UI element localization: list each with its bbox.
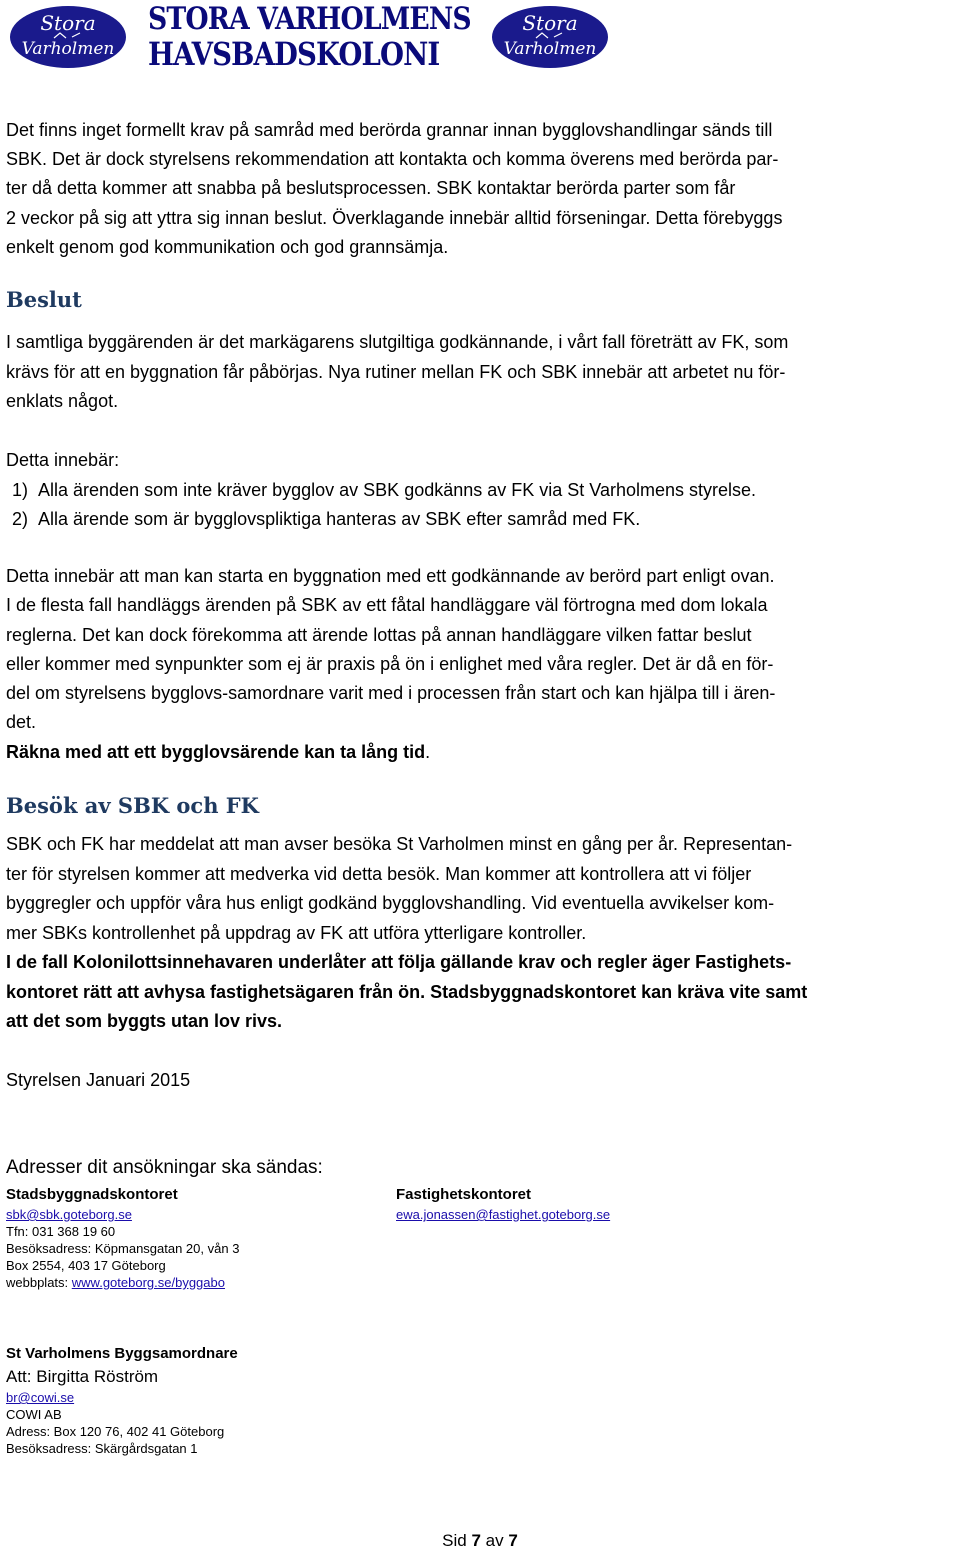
intro-line: Det finns inget formellt krav på samråd med berörda grannar innan bygglovshandlingar sänds till [6, 120, 773, 140]
list-item-number: 1) [12, 479, 29, 500]
signature: Styrelsen Januari 2015 [6, 1070, 191, 1090]
detail-line: reglerna. Det kan dock förekomma att ärende lottas på annan handläggare vilken fattar beslut [6, 624, 752, 645]
bold-note-period: . [425, 741, 431, 762]
besok-line: mer SBKs kontrollenhet på uppdrag av FK att utföra ytterligare kontroller. [6, 922, 587, 943]
besok-line: byggregler och uppför våra hus enligt godkänd bygglovshandling. Vid eventuella avvikelser kom- [6, 893, 775, 913]
intro-line: ter då detta kommer att snabba på beslutsprocessen. SBK kontaktar berörda parter som får [6, 178, 736, 199]
logo-text-line1: Stora [522, 11, 578, 35]
list-intro: Detta innebär: [6, 450, 120, 470]
logo-stora-varholmen-left [8, 4, 128, 70]
logo-text-line2: Varholmen [503, 39, 597, 59]
logo-text-line2: Varholmen [21, 39, 115, 59]
beslut-detail-paragraph [6, 562, 956, 767]
beslut-list-block [6, 446, 956, 535]
besok-paragraph [6, 830, 956, 1037]
list-item-text: Alla ärenden som inte kräver bygglov av SBK godkänns av FK via St Varholmens styrelse. [38, 479, 757, 500]
list-item-number: 2) [12, 509, 29, 529]
current-page: 7 [471, 1531, 481, 1550]
list-item [6, 505, 956, 535]
emphasis-line [6, 738, 956, 767]
besok-line: ter för styrelsen kommer att medverka vid detta besök. Man kommer att kontrollera att vi följer [6, 863, 752, 884]
detail-line: eller kommer med synpunkter som ej är praxis på ön i enlighet med våra regler. Det är då en för- [6, 653, 774, 674]
beslut-paragraph [6, 328, 956, 417]
sbk-email-link[interactable]: sbk@sbk.goteborg.se [6, 1207, 132, 1222]
byggsamordnare-contact [6, 1343, 606, 1457]
fk-email-link[interactable]: ewa.jonassen@fastighet.goteborg.se [396, 1207, 611, 1222]
website-row [6, 1274, 386, 1291]
contact-person: Att: Birgitta Röström [6, 1367, 159, 1386]
intro-line: 2 veckor på sig att yttra sig innan beslut. Överklagande innebär alltid förseningar. Detta förebyggs [6, 207, 783, 228]
org-name: St Varholmens Byggsamordnare [6, 1345, 238, 1362]
besok-warning-line: att det som byggts utan lov rivs. [6, 1011, 283, 1031]
title-line1: STORA VARHOLMENS [148, 1, 471, 37]
detail-line: del om styrelsens bygglovs-samordnare varit med i processen från start och kan hjälpa till i ären- [6, 683, 776, 704]
list-item [6, 476, 956, 506]
byggsam-email-link[interactable]: br@cowi.se [6, 1390, 75, 1405]
page-title [148, 1, 471, 73]
besok-warning-line: kontoret rätt att avhysa fastighetsägaren från ön. Stadsbyggnadskontoret kan kräva vite samt [6, 981, 808, 1002]
beslut-line: enklats något. [6, 391, 119, 411]
logo-stora-varholmen-right [490, 4, 610, 70]
website-link[interactable]: www.goteborg.se/byggabo [71, 1275, 225, 1290]
org-name: Fastighetskontoret [396, 1186, 532, 1203]
detail-line: I de flesta fall handläggs ärenden på SBK av ett fåtal handläggare väl förtrogna med dom lokala [6, 595, 768, 616]
title-line2: HAVSBADSKOLONI [148, 34, 440, 73]
postal-address: Adress: Box 120 76, 402 41 Göteborg [6, 1424, 225, 1439]
intro-line: enkelt genom god kommunikation och god grannsämja. [6, 236, 449, 257]
heading-beslut: Beslut [6, 287, 82, 312]
intro-line: SBK. Det är dock styrelsens rekommendation att kontakta och komma överens med berörda par- [6, 149, 779, 170]
beslut-list [6, 476, 956, 535]
heading-besok: Besök av SBK och FK [6, 793, 259, 818]
page-number [0, 1531, 960, 1551]
besok-warning-line: I de fall Kolonilottsinnehavaren underlåter att följa gällande krav och regler äger Fastighets- [6, 952, 792, 972]
page-prefix: Sid [442, 1531, 472, 1550]
company: COWI AB [6, 1407, 62, 1422]
postal-address: Box 2554, 403 17 Göteborg [6, 1258, 166, 1273]
detail-line: Detta innebär att man kan starta en byggnation med ett godkännande av berörd part enligt ovan. [6, 566, 775, 586]
address-sbk [6, 1184, 386, 1291]
beslut-line: I samtliga byggärenden är det markägarens slutgiltiga godkännande, i vårt fall företrätt av FK, som [6, 332, 789, 352]
website-label: webbplats: [6, 1275, 72, 1290]
total-pages: 7 [508, 1531, 518, 1550]
detail-line: det. [6, 712, 37, 733]
list-item-text: Alla ärende som är bygglovspliktiga hanteras av SBK efter samråd med FK. [38, 509, 641, 529]
logo-text-line1: Stora [40, 11, 96, 35]
visit-address: Besöksadress: Köpmansgatan 20, vån 3 [6, 1241, 240, 1256]
phone: Tfn: 031 368 19 60 [6, 1224, 116, 1239]
address-fk [396, 1184, 756, 1223]
beslut-line: krävs för att en byggnation får påbörjas. Nya rutiner mellan FK och SBK innebär att arbetet nu för- [6, 361, 786, 382]
addresses-title: Adresser dit ansökningar ska sändas: [6, 1157, 323, 1178]
visit-address: Besöksadress: Skärgårdsgatan 1 [6, 1441, 198, 1456]
besok-line: SBK och FK har meddelat att man avser besöka St Varholmen minst en gång per år. Representan- [6, 834, 793, 854]
page-middle: av [480, 1531, 509, 1550]
org-name: Stadsbyggnadskontoret [6, 1186, 178, 1203]
intro-paragraph [6, 116, 956, 262]
bold-note: Räkna med att ett bygglovsärende kan ta lång tid [6, 741, 426, 762]
